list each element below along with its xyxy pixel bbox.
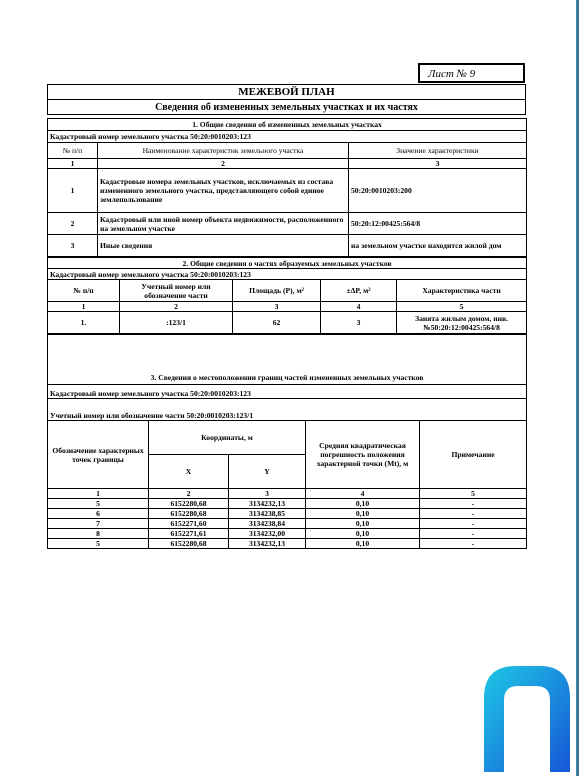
s3-header-coords: Координаты, м	[149, 421, 306, 455]
s1-header-name: Наименование характеристик земельного участка	[98, 143, 349, 159]
s2-row1-desc: Занята жилым домом, инв. №50:20:12:00425:564/8	[397, 312, 527, 334]
s1-index-1: 1	[48, 159, 98, 169]
s3-row3-pt: 7	[48, 519, 149, 529]
s2-header-part: Учетный номер или обозначение части	[120, 280, 233, 302]
s1-header-num: № п/п	[48, 143, 98, 159]
section2-heading: 2. Общие сведения о частях образуемых земельных участков	[48, 258, 527, 269]
section2-table	[47, 257, 527, 334]
s3-row4-note: -	[420, 529, 527, 539]
s3-row3-note: -	[420, 519, 527, 529]
table-row	[48, 235, 527, 257]
s2-header-desc: Характеристика части	[397, 280, 527, 302]
s2-index-3: 3	[233, 302, 321, 312]
logo-icon	[482, 664, 572, 772]
s1-row1-value: 50:20:0010203:200	[349, 169, 527, 213]
s3-row3-y: 3134238,84	[229, 519, 306, 529]
table-row	[48, 499, 527, 509]
s2-header-num: № п/п	[48, 280, 120, 302]
s1-row3-num: 3	[48, 235, 98, 257]
s3-header-note: Примечание	[420, 421, 527, 489]
s3-row1-m: 0,10	[306, 499, 420, 509]
table-row	[48, 539, 527, 549]
s3-row2-note: -	[420, 509, 527, 519]
table-row	[48, 312, 527, 334]
s1-row2-value: 50:20:12:00425:564/8	[349, 213, 527, 235]
s1-index-2: 2	[98, 159, 349, 169]
s2-index-1: 1	[48, 302, 120, 312]
s2-index-5: 5	[397, 302, 527, 312]
s3-row2-y: 3134238,85	[229, 509, 306, 519]
s3-index-5: 5	[420, 489, 527, 499]
section1-heading: 1. Общие сведения об измененных земельных участках	[48, 119, 527, 131]
section3-table	[47, 334, 527, 549]
s3-row4-x: 6152271,61	[149, 529, 229, 539]
s3-row5-pt: 5	[48, 539, 149, 549]
s3-row4-y: 3134232,00	[229, 529, 306, 539]
s3-header-x: X	[149, 455, 229, 489]
s3-row5-note: -	[420, 539, 527, 549]
s2-row1-delta: 3	[321, 312, 397, 334]
table-row	[48, 169, 527, 213]
s2-header-area: Площадь (P), м²	[233, 280, 321, 302]
s3-row4-pt: 8	[48, 529, 149, 539]
table-row	[48, 529, 527, 539]
s3-index-4: 4	[306, 489, 420, 499]
section3-cadastral: Кадастровый номер земельного участка 50:20:0010203:123	[48, 385, 527, 399]
s3-row3-x: 6152271,60	[149, 519, 229, 529]
s3-index-2: 2	[149, 489, 229, 499]
section3-heading: 3. Сведения о местоположении границ частей измененных земельных участков	[48, 335, 527, 385]
s3-row1-note: -	[420, 499, 527, 509]
sheet-number: Лист № 9	[419, 64, 524, 82]
s1-row1-num: 1	[48, 169, 98, 213]
section3-part-number: Учетный номер или обозначение части 50:20:0010203:123/1	[48, 399, 527, 421]
s2-index-4: 4	[321, 302, 397, 312]
section1-table	[47, 118, 527, 257]
s3-row5-x: 6152280,68	[149, 539, 229, 549]
s1-row2-num: 2	[48, 213, 98, 235]
s3-row1-x: 6152280,68	[149, 499, 229, 509]
section1-cadastral: Кадастровый номер земельного участка 50:20:0010203:123	[48, 131, 527, 143]
s3-index-3: 3	[229, 489, 306, 499]
s2-header-delta: ±ΔP, м²	[321, 280, 397, 302]
title-table	[47, 84, 526, 115]
s3-header-y: Y	[229, 455, 306, 489]
s3-row2-m: 0,10	[306, 509, 420, 519]
s3-row3-m: 0,10	[306, 519, 420, 529]
s3-row2-pt: 6	[48, 509, 149, 519]
s3-header-accuracy: Средняя квадратическая погрешность положения характерной точки (Mt), м	[306, 421, 420, 489]
boundary-plan-form	[47, 84, 526, 549]
s3-header-point: Обозначение характерных точек границы	[48, 421, 149, 489]
s3-index-1: 1	[48, 489, 149, 499]
s3-row5-m: 0,10	[306, 539, 420, 549]
document-subtitle: Сведения об измененных земельных участках и их частях	[48, 100, 526, 115]
s1-index-3: 3	[349, 159, 527, 169]
s3-row5-y: 3134232,13	[229, 539, 306, 549]
s3-row4-m: 0,10	[306, 529, 420, 539]
s2-row1-part: :123/1	[120, 312, 233, 334]
s1-row3-name: Иные сведения	[98, 235, 349, 257]
s1-row1-name: Кадастровые номера земельных участков, исключаемых из состава измененного земельного участка, представляющего собой единое землепользование	[98, 169, 349, 213]
s1-row2-name: Кадастровый или иной номер объекта недвижимости, расположенного на земельном участке	[98, 213, 349, 235]
s1-row3-value: на земельном участке находится жилой дом	[349, 235, 527, 257]
s3-row1-pt: 5	[48, 499, 149, 509]
s2-row1-num: 1.	[48, 312, 120, 334]
document-title: МЕЖЕВОЙ ПЛАН	[48, 85, 526, 100]
section2-cadastral: Кадастровый номер земельного участка 50:20:0010203:123	[48, 269, 527, 280]
s1-header-value: Значение характеристики	[349, 143, 527, 159]
table-row	[48, 519, 527, 529]
s2-index-2: 2	[120, 302, 233, 312]
table-row	[48, 213, 527, 235]
s3-row1-y: 3134232,13	[229, 499, 306, 509]
s3-row2-x: 6152280,68	[149, 509, 229, 519]
s2-row1-area: 62	[233, 312, 321, 334]
table-row	[48, 509, 527, 519]
